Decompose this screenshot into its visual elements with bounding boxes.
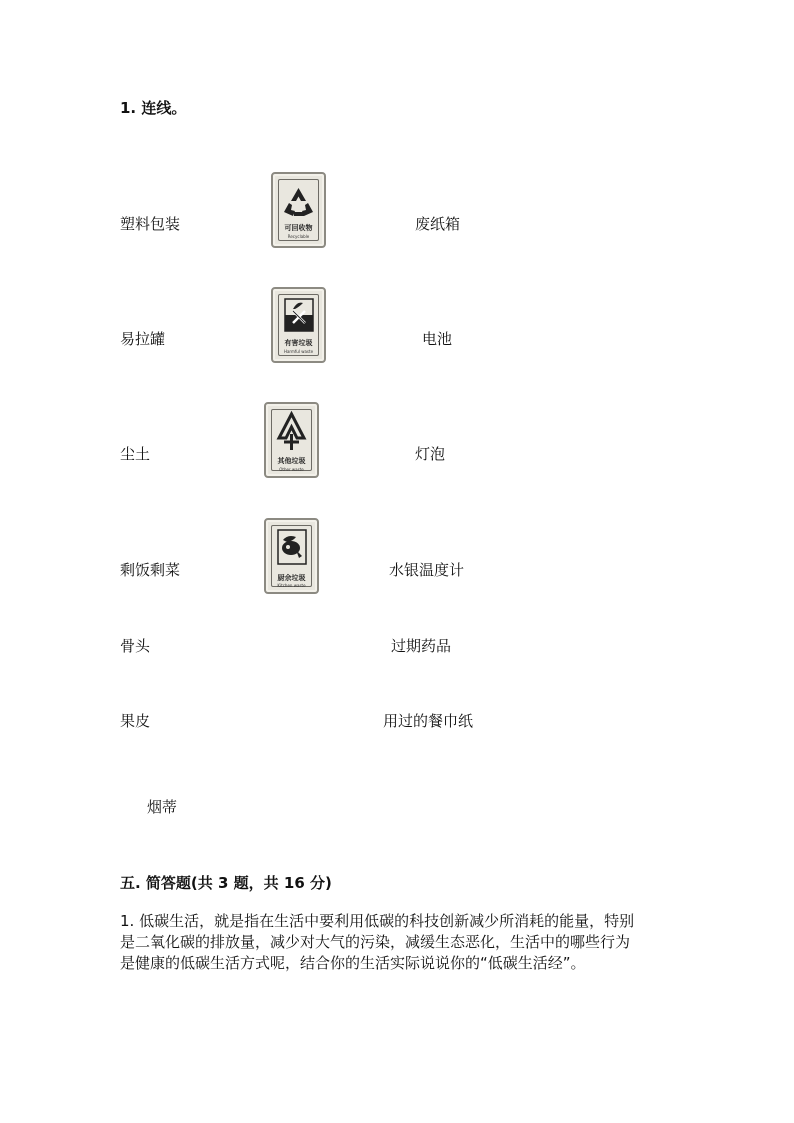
sign-label-cn: 厨余垃圾 bbox=[277, 574, 306, 582]
question-line: 1. 低碳生活，就是指在生活中要利用低碳的科技创新减少所消耗的能量，特别 bbox=[120, 912, 635, 930]
left-item-plastic-packaging[interactable]: 塑料包装 bbox=[120, 215, 181, 233]
sign-label-cn: 有害垃圾 bbox=[284, 339, 313, 347]
sign-label-en: Recyclable bbox=[287, 234, 310, 239]
sign-label-cn: 可回收物 bbox=[284, 224, 313, 232]
sign-label-en: Other waste bbox=[279, 467, 304, 472]
sign-recyclable[interactable] bbox=[271, 172, 326, 248]
left-item-can[interactable]: 易拉罐 bbox=[120, 330, 166, 348]
right-item-expired-medicine[interactable]: 过期药品 bbox=[391, 637, 452, 655]
section-5-heading: 五. 简答题(共 3 题，共 16 分) bbox=[120, 874, 332, 892]
sign-label-cn: 其他垃圾 bbox=[277, 457, 306, 465]
short-answer-question-1 bbox=[120, 911, 680, 974]
question-line: 是健康的低碳生活方式呢，结合你的生活实际说说你的“低碳生活经”。 bbox=[120, 954, 586, 972]
left-item-peel[interactable]: 果皮 bbox=[120, 712, 151, 730]
question-1-title: 1. 连线。 bbox=[120, 99, 187, 117]
sign-label-en: Harmful waste bbox=[283, 349, 314, 354]
sign-label-en: Kitchen waste bbox=[277, 583, 306, 588]
left-item-bone[interactable]: 骨头 bbox=[120, 637, 151, 655]
left-item-cigarette-butt[interactable]: 烟蒂 bbox=[147, 798, 178, 816]
left-item-dust[interactable]: 尘土 bbox=[120, 445, 151, 463]
sign-other-waste[interactable] bbox=[264, 402, 319, 478]
right-item-mercury-thermometer[interactable]: 水银温度计 bbox=[389, 561, 465, 579]
right-item-used-napkin[interactable]: 用过的餐巾纸 bbox=[383, 712, 474, 730]
right-item-battery[interactable]: 电池 bbox=[422, 330, 453, 348]
sign-harmful-waste[interactable] bbox=[271, 287, 326, 363]
question-line: 是二氧化碳的排放量，减少对大气的污染，减缓生态恶化，生活中的哪些行为 bbox=[120, 933, 631, 951]
left-item-leftovers[interactable]: 剩饭剩菜 bbox=[120, 561, 181, 579]
sign-kitchen-waste[interactable] bbox=[264, 518, 319, 594]
right-item-cardboard[interactable]: 废纸箱 bbox=[415, 215, 461, 233]
right-item-light-bulb[interactable]: 灯泡 bbox=[415, 445, 446, 463]
